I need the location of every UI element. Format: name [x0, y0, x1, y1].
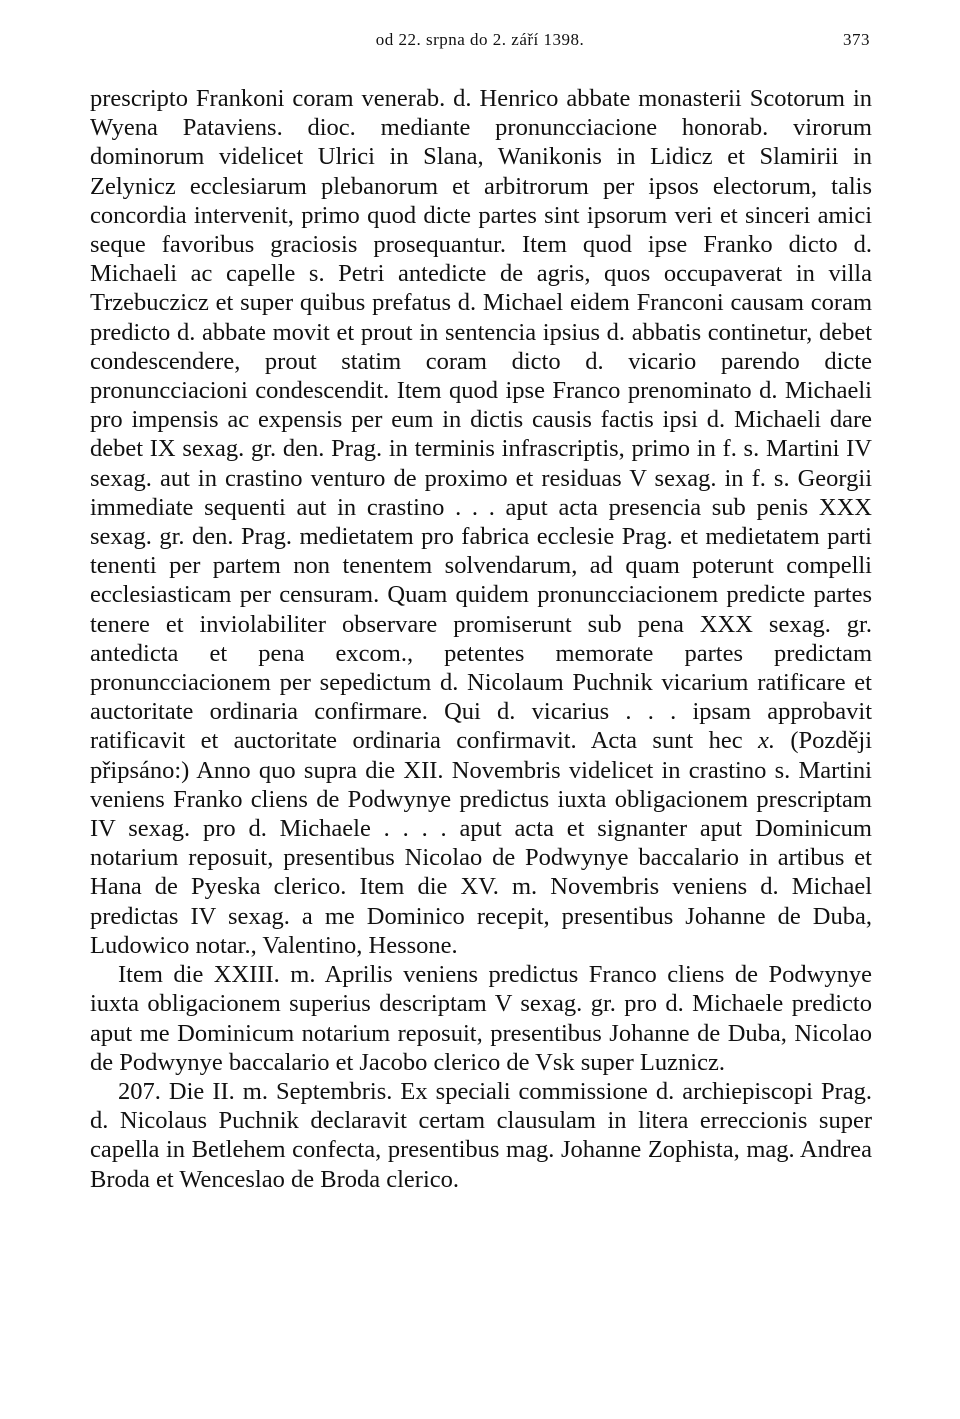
- italic-x: x.: [757, 727, 775, 755]
- paragraph-1-tail: (Později připsáno:) Anno quo supra die XII. Novembris videlicet in crastino s. Martini veniens Franko cliens de Podwynye predictus iuxta obligacionem prescriptam IV sexag. pro d. Michaele . . . . aput acta et signanter aput Dominicum notarium reposuit, presentibus Nicolao de Podwynye baccalario in artibus et Hana de Pyeska clerico. Item die XV. m. Novembris veniens d. Michael predictas IV sexag. a me Dominico recepit, presentibus Johanne de Duba, Ludowico notar., Valentino, Hessone.: [90, 727, 873, 959]
- paragraph-continuation: [90, 84, 872, 960]
- page-number: 373: [843, 30, 870, 49]
- page-header: [90, 30, 870, 58]
- paragraph-entry-207: 207. Die II. m. Septembris. Ex speciali commissione d. archiepiscopi Prag. d. Nicolaus Puchnik declaravit certam clausulam in litera erreccionis super capella in Betlehem confecta, presentibus mag. Johanne Zophista, mag. Andrea Broda et Wenceslao de Broda clerico.: [90, 1077, 872, 1193]
- paragraph-1-main: prescripto Frankoni coram venerab. d. Henrico abbate monasterii Scotorum in Wyena Pataviens. dioc. mediante pronuncciacione honorab. virorum dominorum videlicet Ulrici in Slana, Wanikonis in Lidicz et Slamirii in Zelynicz ecclesiarum plebanorum et arbitrorum per ipsos electorum, talis concordia intervenit, primo quod dicte partes sint ipsorum veri et sinceri amici seque favoribus graciosis prosequantur. Item quod ipse Franko dicto d. Michaeli ac capelle s. Petri antedicte de agris, quos occupaverat in villa Trzebuczicz et super quibus prefatus d. Michael eidem Franconi causam coram predicto d. abbate movit et prout in sentencia ipsius d. abbatis continetur, debet condescendere, prout statim coram dicto d. vicario parendo dicte pronuncciacioni condescendit. Item quod ipse Franco prenominato d. Michaeli pro impensis ac expensis per eum in dictis causis factis ipsi d. Michaeli dare debet IX sexag. gr. den. Prag. in terminis infrascriptis, primo in f. s. Martini IV sexag. aut in crastino venturo de proximo et residuas V sexag. in f. s. Georgii immediate sequenti aut in crastino . . . aput acta presencia sub penis XXX sexag. gr. den. Prag. medietatem pro fabrica ecclesie Prag. et medietatem parti tenenti per partem non tenentem solvendarum, ad quam poterunt compelli ecclesiasticam per censuram. Quam quidem pronuncciacionem predicte partes tenere et inviolabiliter observare promiserunt sub pena XXX sexag. gr. antedicta et pena excom., petentes memorate partes predictam pronuncciacionem per sepedictum d. Nicolaum Puchnik vicarium ratificare et auctoritate ordinaria confirmare. Qui d. vicarius . . . ipsam approbavit ratificavit et auctoritate ordinaria confirmavit. Acta sunt hec: [90, 85, 872, 755]
- paragraph-item-die-xxiii: Item die XXIII. m. Aprilis veniens predictus Franco cliens de Podwynye iuxta obligacionem superius descriptam V sexag. gr. pro d. Michaele predicto aput me Dominicum notarium reposuit, presentibus Johanne de Duba, Nicolao de Podwynye baccalario et Jacobo clerico de Vsk super Luznicz.: [90, 961, 872, 1076]
- running-title: od 22. srpna do 2. září 1398.: [375, 30, 585, 49]
- body-text: [90, 84, 872, 1194]
